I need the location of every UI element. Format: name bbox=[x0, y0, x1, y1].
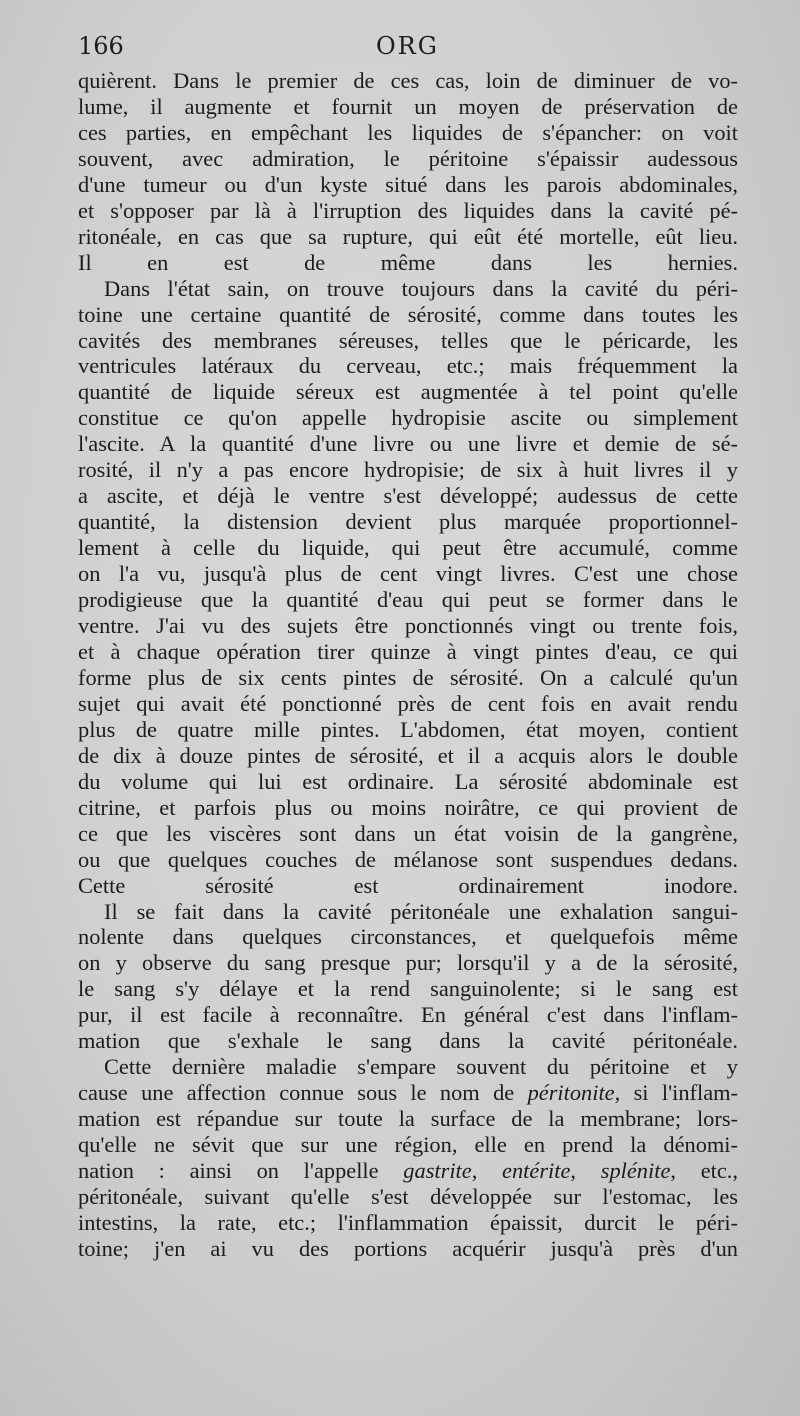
text-line: quièrent. Dans le premier de ces cas, loin de diminuer de vo- bbox=[78, 68, 738, 93]
text-line bbox=[78, 1080, 738, 1106]
text-run: nation : ainsi on l'appelle bbox=[78, 1158, 404, 1184]
text-line: et s'opposer par là à l'irruption des liquides dans la cavité pé- bbox=[78, 197, 738, 223]
text-run: mation est répandue sur toute la surface de la membrane; lors- bbox=[78, 1106, 738, 1132]
text-line: cavités des membranes séreuses, telles que le péricarde, les bbox=[78, 327, 738, 353]
text-line: prodigieuse que la quantité d'eau qui peut se former dans le bbox=[78, 587, 738, 613]
text-run: toine; j'en ai vu des portions acquérir jusqu'à près d'un bbox=[78, 1235, 738, 1261]
text-line: Il en est de même dans les hernies. bbox=[78, 249, 738, 275]
page-header bbox=[78, 32, 738, 66]
text-line: quantité, la distension devient plus marquée proportionnel- bbox=[78, 509, 738, 535]
text-line: on l'a vu, jusqu'à plus de cent vingt livres. C'est une chose bbox=[78, 561, 738, 587]
text-line: ventre. J'ai vu des sujets être ponctionnés vingt ou trente fois, bbox=[78, 613, 738, 639]
italic-term: péritonite bbox=[527, 1080, 615, 1106]
page-number: 166 bbox=[78, 32, 124, 60]
text-line: souvent, avec admiration, le péritoine s'épaissir audessous bbox=[78, 145, 738, 171]
text-line: a ascite, et déjà le ventre s'est développé; audessus de cette bbox=[78, 483, 738, 509]
text-line: lement à celle du liquide, qui peut être accumulé, comme bbox=[78, 535, 738, 561]
text-line: pur, il est facile à reconnaître. En général c'est dans l'inflam- bbox=[78, 1002, 738, 1028]
text-line bbox=[78, 1054, 738, 1080]
text-line: d'une tumeur ou d'un kyste situé dans les parois abdominales, bbox=[78, 171, 738, 197]
text-line: de dix à douze pintes de sérosité, et il a acquis alors le double bbox=[78, 742, 738, 768]
paragraph bbox=[78, 276, 738, 899]
paragraph bbox=[78, 68, 738, 276]
text-run: , si l'inflam- bbox=[614, 1080, 739, 1106]
text-line: toine une certaine quantité de sérosité, comme dans toutes les bbox=[78, 301, 738, 327]
body-text bbox=[78, 68, 738, 1262]
text-line bbox=[78, 1236, 738, 1262]
text-line: on y observe du sang presque pur; lorsqu'il y a de la sérosité, bbox=[78, 950, 738, 976]
text-line: citrine, et parfois plus ou moins noirâtre, ce qui provient de bbox=[78, 794, 738, 820]
text-run: Cette dernière maladie s'empare souvent du péritoine et y bbox=[104, 1054, 738, 1080]
text-line: Dans l'état sain, on trouve toujours dans la cavité du péri- bbox=[104, 275, 738, 301]
italic-term: entérite bbox=[502, 1158, 571, 1184]
text-line bbox=[78, 1106, 738, 1132]
text-run: , bbox=[471, 1158, 503, 1184]
text-line: ritonéale, en cas que sa rupture, qui eût été mortelle, eût lieu. bbox=[78, 223, 738, 249]
text-line bbox=[78, 1210, 738, 1236]
text-line: plus de quatre mille pintes. L'abdomen, état moyen, contient bbox=[78, 716, 738, 742]
text-line bbox=[78, 1158, 738, 1184]
text-line: forme plus de six cents pintes de sérosité. On a calculé qu'un bbox=[78, 664, 738, 690]
text-line: ce que les viscères sont dans un état voisin de la gangrène, bbox=[78, 820, 738, 846]
text-line: ou que quelques couches de mélanose sont suspendues dedans. bbox=[78, 846, 738, 872]
text-line: du volume qui lui est ordinaire. La sérosité abdominale est bbox=[78, 768, 738, 794]
text-line: constitue ce qu'on appelle hydropisie ascite ou simplement bbox=[78, 405, 738, 431]
italic-term: splénite bbox=[600, 1158, 671, 1184]
text-line bbox=[78, 1132, 738, 1158]
text-line bbox=[78, 1184, 738, 1210]
text-run: péritonéale, suivant qu'elle s'est développée sur l'estomac, les bbox=[78, 1183, 738, 1209]
text-line: l'ascite. A la quantité d'une livre ou une livre et demie de sé- bbox=[78, 431, 738, 457]
text-run: cause une affection connue sous le nom de bbox=[78, 1080, 528, 1106]
text-run: qu'elle ne sévit que sur une région, elle en prend la dénomi- bbox=[78, 1132, 738, 1158]
running-head: ORG bbox=[376, 32, 439, 60]
text-run: intestins, la rate, etc.; l'inflammation épaissit, durcit le péri- bbox=[78, 1209, 738, 1235]
paragraph bbox=[78, 1054, 738, 1262]
text-line: mation que s'exhale le sang dans la cavité péritonéale. bbox=[78, 1028, 738, 1054]
text-line: et à chaque opération tirer quinze à vingt pintes d'eau, ce qui bbox=[78, 638, 738, 664]
paragraph bbox=[78, 899, 738, 1055]
text-line: nolente dans quelques circonstances, et quelquefois même bbox=[78, 924, 738, 950]
text-line: quantité de liquide séreux est augmentée à tel point qu'elle bbox=[78, 379, 738, 405]
text-line: le sang s'y délaye et la rend sanguinolente; si le sang est bbox=[78, 976, 738, 1002]
text-line: Cette sérosité est ordinairement inodore. bbox=[78, 872, 738, 898]
text-run: , etc., bbox=[670, 1158, 738, 1184]
text-line: ventricules latéraux du cerveau, etc.; mais fréquemment la bbox=[78, 353, 738, 379]
italic-term: gastrite bbox=[403, 1158, 472, 1184]
text-line: Il se fait dans la cavité péritonéale une exhalation sangui- bbox=[104, 898, 738, 924]
text-line: ces parties, en empêchant les liquides de s'épancher: on voit bbox=[78, 119, 738, 145]
text-line: rosité, il n'y a pas encore hydropisie; de six à huit livres il y bbox=[78, 457, 738, 483]
text-line: sujet qui avait été ponctionné près de cent fois en avait rendu bbox=[78, 690, 738, 716]
text-run: , bbox=[570, 1158, 601, 1184]
text-line: lume, il augmente et fournit un moyen de préservation de bbox=[78, 93, 738, 119]
